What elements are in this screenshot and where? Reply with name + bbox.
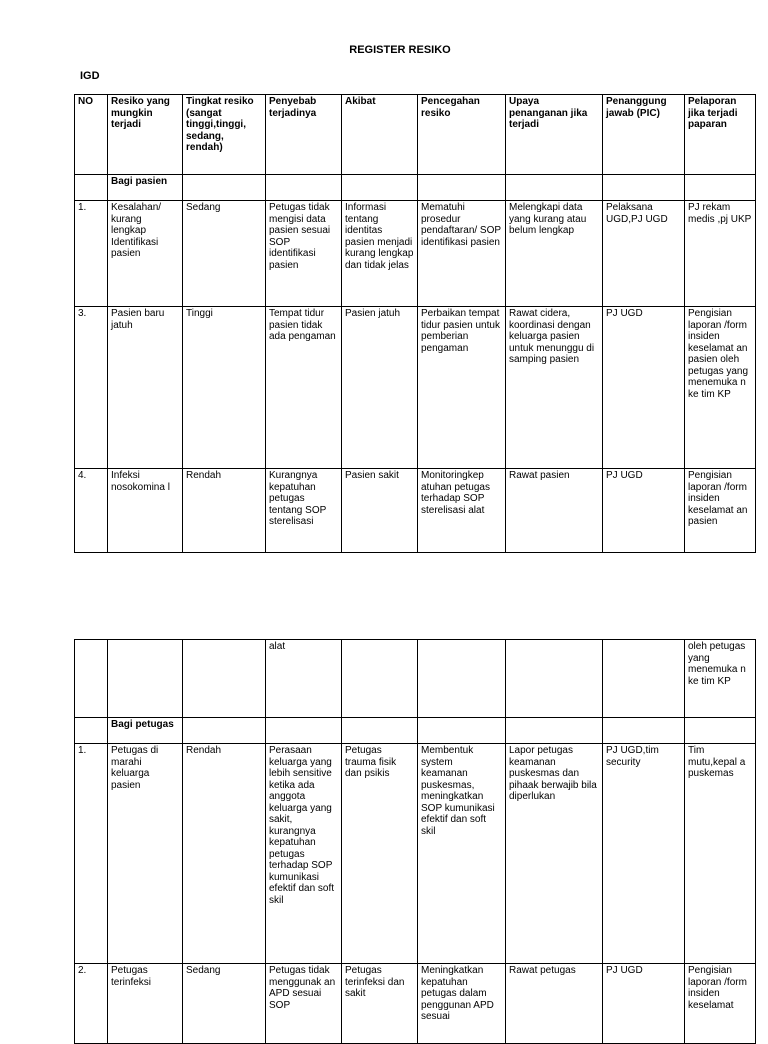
cell: PJ UGD [603,307,685,469]
cell: Membentuk system keamanan puskesmas, meningkatkan SOP kumunikasi efektif dan soft skil [418,744,506,964]
header-effect: Akibat [342,95,418,175]
cell: Lapor petugas keamanan puskesmas dan pihaak berwajib bila diperlukan [506,744,603,964]
cell [75,640,108,718]
cell: 1. [75,744,108,964]
cell: Pelaksana UGD,PJ UGD [603,201,685,307]
cell: Sedang [183,201,266,307]
cell: Mematuhi prosedur pendaftaran/ SOP identifikasi pasien [418,201,506,307]
cell: Petugas terinfeksi [108,964,183,1044]
cell: 4. [75,469,108,553]
cell: 1. [75,201,108,307]
cell: Rendah [183,744,266,964]
cell: Melengkapi data yang kurang atau belum lengkap [506,201,603,307]
header-handling: Upaya penanganan jika terjadi [506,95,603,175]
cell: Pasien baru jatuh [108,307,183,469]
cell [183,640,266,718]
group-row-petugas [75,718,756,744]
cell [603,640,685,718]
header-prevention: Pencegahan resiko [418,95,506,175]
header-row [75,95,756,175]
cell: Petugas tidak mengisi data pasien sesuai SOP identifikasi pasien [266,201,342,307]
cell: PJ UGD,tim security [603,744,685,964]
cell: Kesalahan/ kurang lengkap Identifikasi pasien [108,201,183,307]
cell: Pengisian laporan /form insiden keselamat [685,964,756,1044]
cell: 2. [75,964,108,1044]
document-title: REGISTER RESIKO [349,44,451,56]
cell: Rawat petugas [506,964,603,1044]
cell: Petugas di marahi keluarga pasien [108,744,183,964]
cell: Petugas tidak menggunak an APD sesuai SOP [266,964,342,1044]
cell: 3. [75,307,108,469]
header-risk: Resiko yang mungkin terjadi [108,95,183,175]
cell: PJ UGD [603,964,685,1044]
cell: Informasi tentang identitas pasien menjadi kurang lengkap dan tidak jelas [342,201,418,307]
cell: Pengisian laporan /form insiden keselamat an pasien oleh petugas yang menemuka n ke tim KP [685,307,756,469]
cell: PJ rekam medis ,pj UKP [685,201,756,307]
cell: Infeksi nosokomina l [108,469,183,553]
cell: Pasien sakit [342,469,418,553]
cell: alat [266,640,342,718]
group-row-pasien [75,175,756,201]
cell: Petugas trauma fisik dan psikis [342,744,418,964]
cell: PJ UGD [603,469,685,553]
table-row [75,307,756,469]
cell: oleh petugas yang menemuka n ke tim KP [685,640,756,718]
table-row [75,964,756,1044]
cell: Kurangnya kepatuhan petugas tentang SOP sterelisasi [266,469,342,553]
header-cause: Penyebab terjadinya [266,95,342,175]
cell [108,640,183,718]
header-level: Tingkat resiko (sangat tinggi,tinggi, sedang, rendah) [183,95,266,175]
section-label: IGD [80,70,100,82]
group-label: Bagi petugas [108,718,183,744]
table-row [75,469,756,553]
risk-register-table-page-1 [74,94,756,553]
cell: Rendah [183,469,266,553]
risk-register-table-page-2 [74,639,756,1044]
table-row [75,201,756,307]
header-reporting: Pelaporan jika terjadi paparan [685,95,756,175]
cell [418,640,506,718]
cell: Pasien jatuh [342,307,418,469]
cell: Petugas terinfeksi dan sakit [342,964,418,1044]
cell: Pengisian laporan /form insiden keselamat an pasien [685,469,756,553]
cell: Rawat pasien [506,469,603,553]
cell: Tempat tidur pasien tidak ada pengaman [266,307,342,469]
cell: Tinggi [183,307,266,469]
continuation-row [75,640,756,718]
cell: Tim mutu,kepal a puskemas [685,744,756,964]
cell: Perbaikan tempat tidur pasien untuk pemberian pengaman [418,307,506,469]
cell: Perasaan keluarga yang lebih sensitive ketika ada anggota keluarga yang sakit, kurangnya kepatuhan petugas terhadap SOP kumunikasi efektif dan soft skil [266,744,342,964]
cell [342,640,418,718]
cell [506,640,603,718]
header-no: NO [75,95,108,175]
cell: Monitoringkep atuhan petugas terhadap SOP sterelisasi alat [418,469,506,553]
table-row [75,744,756,964]
header-pic: Penanggung jawab (PIC) [603,95,685,175]
cell: Rawat cidera, koordinasi dengan keluarga pasien untuk menunggu di samping pasien [506,307,603,469]
cell: Meningkatkan kepatuhan petugas dalam penggunan APD sesuai [418,964,506,1044]
group-label: Bagi pasien [108,175,183,201]
cell: Sedang [183,964,266,1044]
